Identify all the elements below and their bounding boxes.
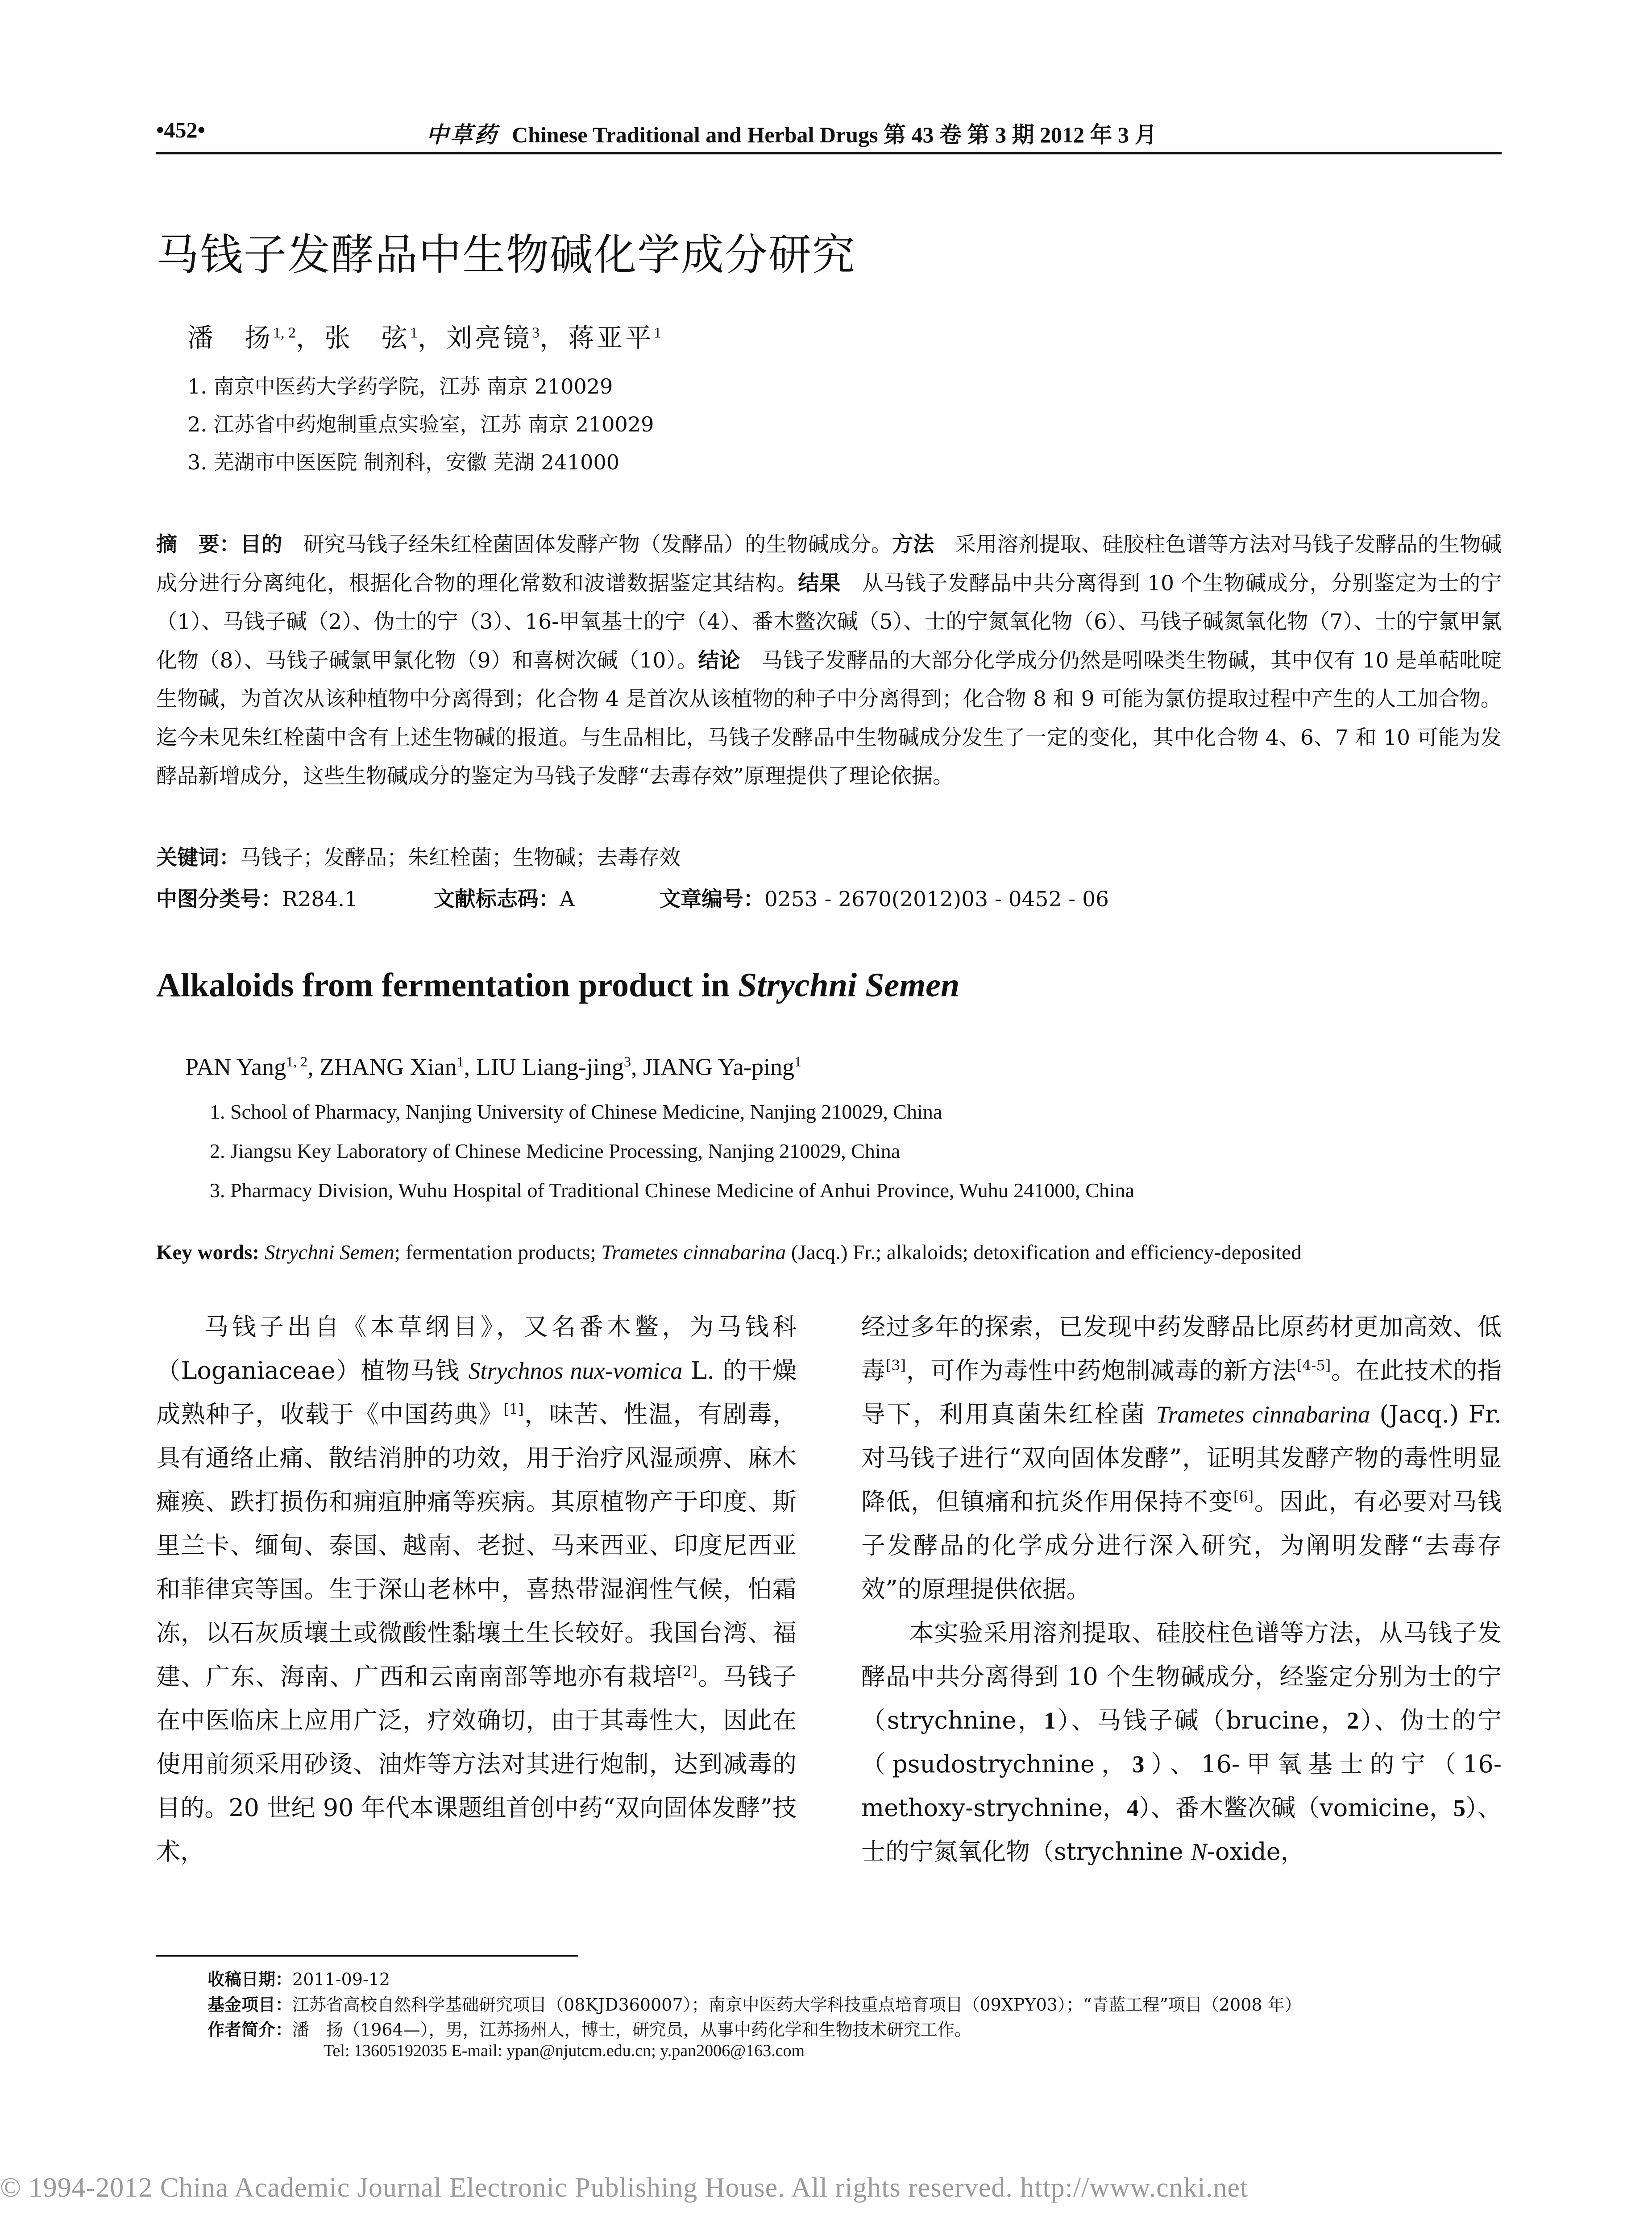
author-name-en: LIU Liang-jing: [476, 1053, 624, 1080]
affiliation-en: 2. Jiangsu Key Laboratory of Chinese Medicine Processing, Nanjing 210029, China: [210, 1140, 901, 1162]
author-affil-sup: 3: [532, 324, 540, 341]
author-name-en: PAN Yang: [185, 1053, 286, 1080]
author-affil-sup: 1: [794, 1053, 802, 1070]
body-text: 马钱子出自《本草纲目》，又名番木鳖，为马钱科（Loganiaceae）植物马钱: [156, 1313, 797, 1385]
keyword-italic: Strychni Semen: [264, 1241, 394, 1264]
classification-line: [156, 883, 1109, 912]
abstract-purpose-label: 目的: [240, 532, 282, 557]
author-name: 潘 扬: [187, 323, 274, 353]
page-number: •452•: [156, 117, 206, 142]
article-no-label: 文章编号：: [659, 887, 764, 912]
doc-code-label: 文献标志码：: [433, 887, 560, 912]
article-no-value: 0253 - 2670(2012)03 - 0452 - 06: [764, 887, 1109, 912]
footnote-label: 基金项目：: [208, 1995, 293, 2015]
footnote-text: 潘 扬（1964—），男，江苏扬州人，博士，研究员，从事中药化学和生物技术研究工作。: [292, 2020, 971, 2040]
affiliation-cn: 2. 江苏省中药炮制重点实验室，江苏 南京 210029: [187, 412, 654, 436]
body-text: ）、16-甲氧基士的宁（16-methoxy-strychnine，: [861, 1750, 1502, 1822]
keyword-text: ; fermentation products;: [394, 1241, 602, 1264]
body-text: ）、番木鳖次碱（vomicine，: [1138, 1794, 1453, 1822]
author-affil-sup: 3: [624, 1053, 631, 1070]
keyword-text: (Jacq.) Fr.; alkaloids; detoxification and efficiency-deposited: [786, 1241, 1302, 1264]
copyright-notice: © 1994-2012 China Academic Journal Electronic Publishing House. All rights reserved. http://www.cnki.net: [0, 2173, 1249, 2203]
body-paragraph: [861, 1611, 1502, 1874]
species-name: Strychnos nux-vomica: [468, 1357, 683, 1384]
compound-number: 2: [1347, 1707, 1359, 1734]
abstract-label: 摘 要：: [156, 532, 241, 557]
body-text: L. 的干燥成熟种子，收载于《中国药典》: [156, 1356, 797, 1428]
abstract-cn: [156, 526, 1502, 796]
author-affil-sup: 1, 2: [286, 1053, 308, 1070]
body-text: (Jacq.) Fr. 对马钱子进行“双向固体发酵”，证明其发酵产物的毒性明显降低，但镇痛和抗炎作用保持不变: [861, 1400, 1502, 1516]
abstract-method-label: 方法: [892, 532, 934, 557]
author-affil-sup: 1: [457, 1053, 464, 1070]
footnote-rule: [156, 1955, 578, 1957]
body-paragraph: [156, 1305, 797, 1874]
author-name-en: JIANG Ya-ping: [643, 1053, 795, 1080]
body-text: ，味苦、性温，有剧毒，具有通络止痛、散结消肿的功效，用于治疗风湿顽痹、麻木瘫痪、跌打损伤和痈疽肿痛等疾病。其原植物产于印度、斯里兰卡、缅甸、泰国、越南、老挝、马来西亚、印度尼西亚和菲律宾等国。生于深山老林中，喜热带湿润性气候，怕霜冻，以石灰质壤土或微酸性黏壤土生长较好。我国台湾、福建、广东、海南、广西和云南南部等地亦有栽培: [156, 1400, 797, 1691]
author-affil-sup: 1: [654, 324, 662, 341]
author-list-en: PAN Yang$^{1, 2}$, ZHANG Xian$^1$, LIU Liang-jing$^3$, JIANG Ya-ping$^1$: [185, 1053, 802, 1080]
header-rule: [156, 152, 1502, 154]
body-text: ，可作为毒性中药炮制减毒的新方法: [906, 1356, 1297, 1385]
species-name: Trametes cinnabarina: [1156, 1401, 1370, 1428]
clc-label: 中图分类号：: [156, 887, 282, 912]
author-affil-sup: 1, 2: [273, 324, 296, 341]
citation: [3]: [885, 1357, 906, 1374]
compound-number: 4: [1126, 1795, 1139, 1821]
author-name-en: ZHANG Xian: [320, 1053, 457, 1080]
keywords-text: 马钱子；发酵品；朱红栓菌；生物碱；去毒存效: [240, 846, 681, 870]
keywords-cn: [156, 841, 681, 871]
author-name: 刘亮镜: [446, 323, 532, 353]
abstract-purpose: 研究马钱子经朱红栓菌固体发酵产物（发酵品）的生物碱成分。: [303, 532, 892, 557]
italic-n: N: [1191, 1838, 1207, 1865]
footnote-contact: Tel: 13605192035 E-mail: ypan@njutcm.edu.cn; y.pan2006@163.com: [324, 2041, 805, 2060]
citation: [4-5]: [1296, 1357, 1331, 1374]
title-en-prefix: Alkaloids from fermentation product in: [156, 966, 738, 1004]
footnote-label: 作者简介：: [208, 2020, 293, 2040]
body-text: 经过多年的探索，已发现中药发酵品比原药材更加高效、低毒: [861, 1313, 1502, 1385]
compound-number: 3: [1132, 1751, 1145, 1778]
affiliation-cn: 1. 南京中医药大学药学院，江苏 南京 210029: [187, 374, 613, 398]
journal-name-cn: 中草药: [426, 121, 498, 148]
abstract-result-label: 结果: [798, 571, 841, 596]
keywords-label: 关键词：: [156, 846, 240, 870]
body-text: 本实验采用溶剂提取、硅胶柱色谱等方法，从马钱子发酵品中共分离得到 10 个生物碱成分，经鉴定分别为士的宁（strychnine，: [861, 1619, 1502, 1734]
citation: [2]: [677, 1663, 697, 1680]
abstract-result: 从马钱子发酵品中共分离得到 10 个生物碱成分，分别鉴定为士的宁（1）、马钱子碱（2）、伪士的宁（3）、16-甲氧基士的宁（4）、番木鳖次碱（5）、士的宁氮氧化物（6）、马钱子碱氮氧化物（7）、士的宁氯甲氯化物（8）、马钱子碱氯甲氯化物（9）和喜树次碱（10）。: [156, 571, 1502, 673]
abstract-method: 采用溶剂提取、硅胶柱色谱等方法对马钱子发酵品的生物碱成分进行分离纯化，根据化合物的理化常数和波谱数据鉴定其结构。: [156, 532, 1502, 596]
body-paragraph: [861, 1305, 1502, 1611]
affiliation-en: 1. School of Pharmacy, Nanjing University of Chinese Medicine, Nanjing 210029, China: [210, 1100, 942, 1123]
footnote-received: [208, 1966, 390, 1990]
journal-issue-line: Chinese Traditional and Herbal Drugs 第 43 卷 第 3 期 2012 年 3 月: [512, 122, 1157, 147]
footnote-fund: [208, 1991, 1302, 2015]
footnote-bio: [208, 2016, 971, 2040]
footnote-label: 收稿日期：: [208, 1970, 293, 1989]
keyword-italic: Trametes cinnabarina: [601, 1241, 786, 1264]
body-text: ）、马钱子碱（brucine，: [1055, 1706, 1347, 1734]
author-list-cn: 潘 扬$^{1, 2}$，张 弦$^1$，刘亮镜$^3$，蒋亚平$^1$: [187, 323, 662, 353]
author-affil-sup: 1: [410, 324, 418, 341]
affiliation-en: 3. Pharmacy Division, Wuhu Hospital of Traditional Chinese Medicine of Anhui Province, Wuhu 241000, China: [210, 1179, 1135, 1202]
compound-number: 1: [1043, 1707, 1056, 1734]
abstract-conclusion: 马钱子发酵品的大部分化学成分仍然是吲哚类生物碱，其中仅有 10 是单萜吡啶生物碱，为首次从该种植物中分离得到；化合物 4 是首次从该植物的种子中分离得到；化合物 8 和 9 可能为氯仿提取过程中产生的人工加合物。迄今未见朱红栓菌中含有上述生物碱的报道。与生品相比，马钱子发酵品中生物碱成分发生了一定的变化，其中化合物 4、6、7 和 10 可能为发酵品新增成分，这些生物碱成分的鉴定为马钱子发酵“去毒存效”原理提供了理论依据。: [156, 648, 1502, 788]
body-text: ）、伪士的宁（psudostrychnine，: [861, 1706, 1502, 1778]
doc-code-value: A: [559, 887, 575, 912]
body-text: 。因此，有必要对马钱子发酵品的化学成分进行深入研究，为阐明发酵“去毒存效”的原理提供依据。: [861, 1488, 1502, 1603]
footnote-text: 江苏省高校自然科学基础研究项目（08KJD360007）；南京中医药大学科技重点培育项目（09XPY03）；“青蓝工程”项目（2008 年）: [292, 1995, 1302, 2015]
citation: [6]: [1233, 1488, 1254, 1505]
body-column-left: [156, 1305, 797, 1874]
clc-value: R284.1: [282, 887, 358, 912]
title-en-italic: Strychni Semen: [738, 966, 960, 1004]
author-name: 蒋亚平: [568, 323, 654, 353]
article-title-en: [156, 966, 959, 1005]
keywords-en: [156, 1240, 1302, 1265]
affiliation-cn: 3. 芜湖市中医医院 制剂科，安徽 芜湖 241000: [187, 450, 619, 474]
compound-number: 5: [1453, 1795, 1465, 1821]
body-text: 。在此技术的指导下，利用真菌朱红栓菌: [861, 1356, 1502, 1428]
body-text: ）、士的宁氮氧化物（strychnine: [861, 1794, 1502, 1866]
abstract-conclusion-label: 结论: [698, 648, 741, 673]
body-text: -oxide，: [1207, 1837, 1305, 1866]
journal-header: [426, 117, 1157, 149]
body-text: 。马钱子在中医临床上应用广泛，疗效确切，由于其毒性大，因此在使用前须采用砂烫、油炸等方法对其进行炮制，达到减毒的目的。20 世纪 90 年代本课题组首创中药“双向固体发酵”技术，: [156, 1663, 797, 1866]
article-title-cn: 马钱子发酵品中生物碱化学成分研究: [156, 230, 856, 280]
citation: [1]: [503, 1401, 524, 1418]
keywords-en-label: Key words:: [156, 1241, 260, 1264]
author-name: 张 弦: [324, 323, 411, 353]
body-column-right: [861, 1305, 1502, 1874]
footnote-text: 2011-09-12: [292, 1970, 390, 1989]
